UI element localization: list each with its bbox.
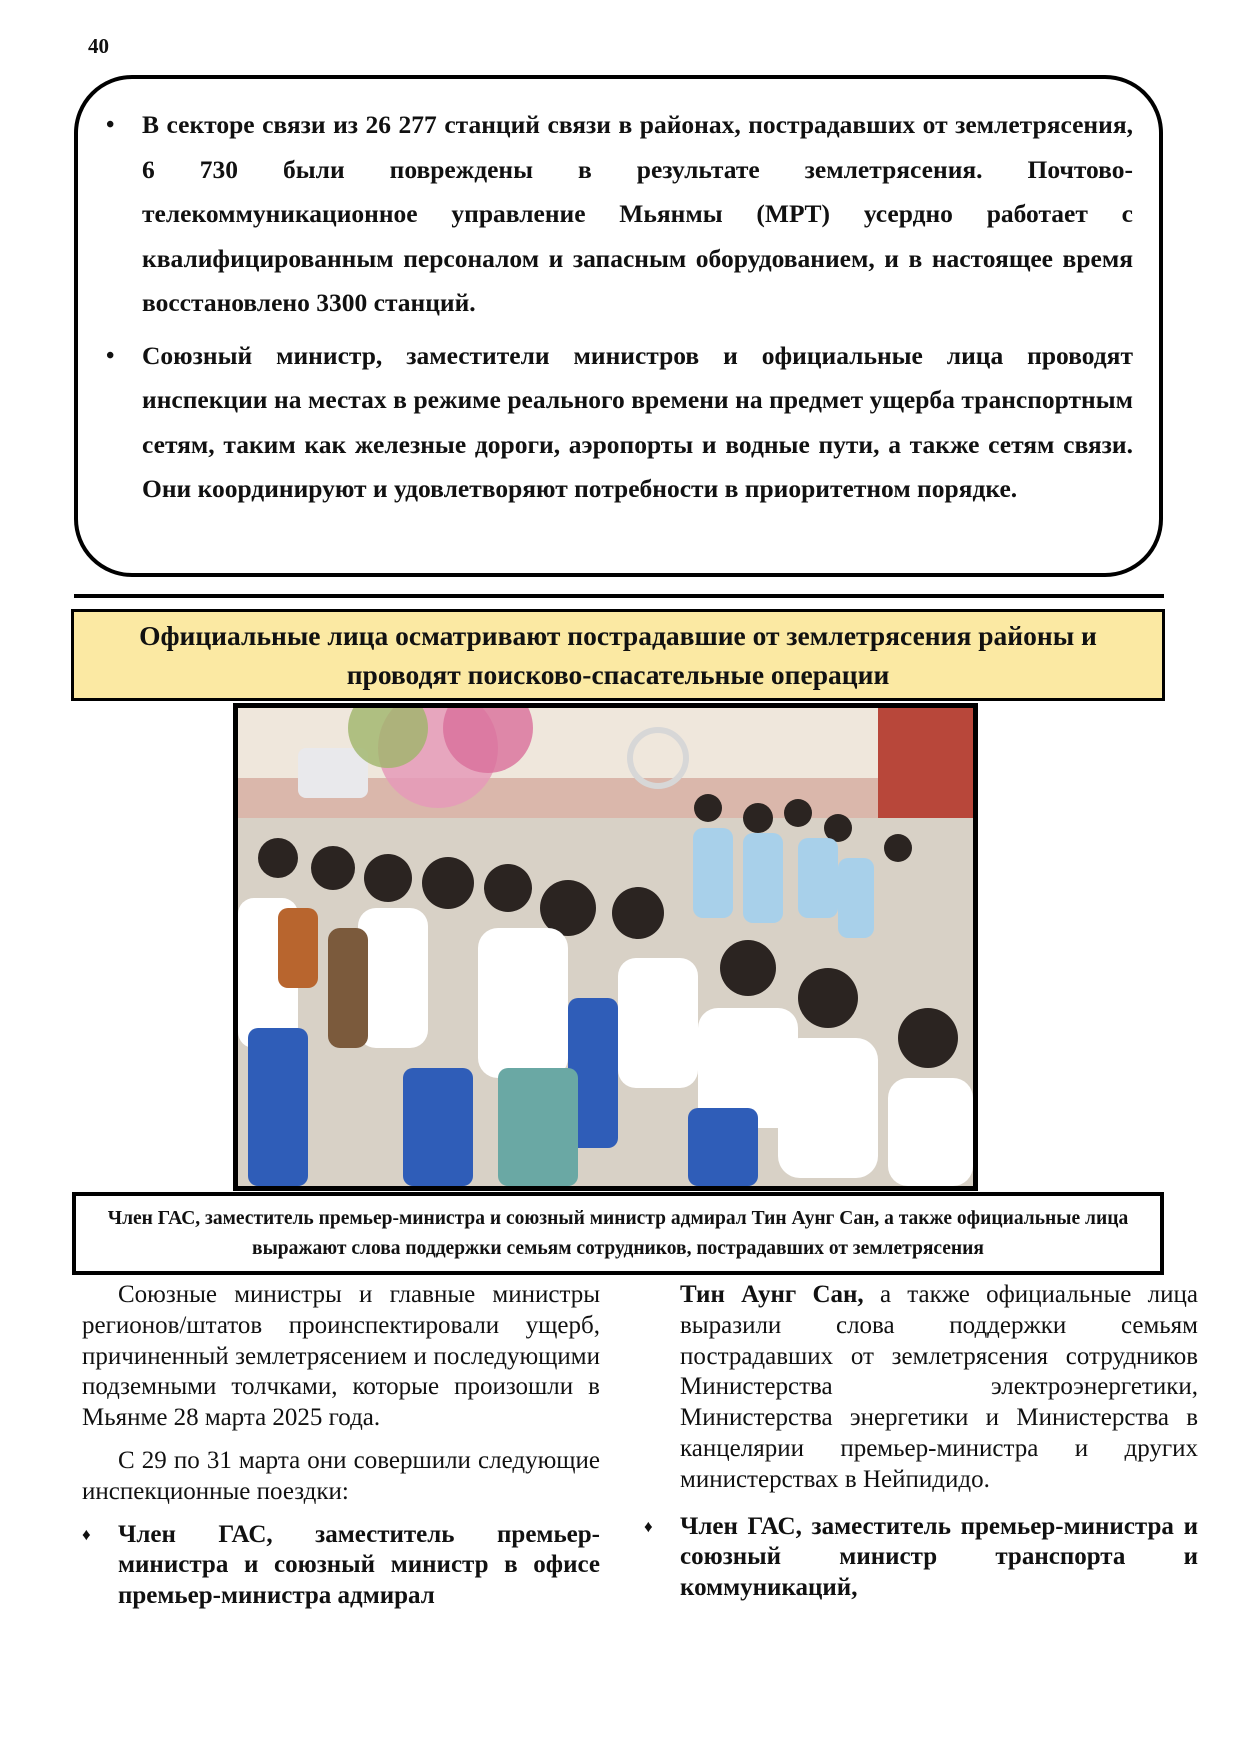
photo-illustration	[238, 708, 973, 1186]
info-box	[74, 75, 1163, 577]
photo-caption-box	[72, 1192, 1164, 1275]
article-column-right	[680, 1280, 1198, 1604]
info-bullet-inspections: • Союзный министр, заместители министров и официальные лица проводят инспекции на местах в режиме реального времени на предмет ущерба транспортным сетям, таким как железные дороги, аэропорты и водные пути, а также сетям связи. Они координируют и удовлетворяют потребности в приоритетном порядке.	[142, 334, 1133, 512]
article-paragraph-2: С 29 по 31 марта они совершили следующие инспекционные поездки:	[82, 1446, 600, 1505]
info-bullet-list	[78, 103, 1159, 520]
article-bullet-2: ♦ Член ГАС, заместитель премьер-министра и союзный министр транспорта и коммуникаций,	[680, 1512, 1198, 1604]
article-bullet-1: ♦ Член ГАС, заместитель премьер-министра и союзный министр в офисе премьер-министра адмирал	[82, 1520, 600, 1612]
article-column-left	[82, 1280, 600, 1612]
section-title: Официальные лица осматривают пострадавшие от землетрясения районы и проводят поисково-спасательные операции	[139, 620, 1097, 690]
article-continuation	[680, 1280, 1198, 1496]
section-title-box	[71, 609, 1165, 701]
section-divider	[74, 594, 1164, 598]
photo-caption: Член ГАС, заместитель премьер-министра и союзный министр адмирал Тин Аунг Сан, а также официальные лица выражают слова поддержки семьям сотрудников, пострадавших от землетрясения	[107, 1207, 1129, 1259]
article-paragraph-1: Союзные министры и главные министры регионов/штатов проинспектировали ущерб, причиненный землетрясением и последующими подземными толчками, которые произошли в Мьянме 28 марта 2025 года.	[82, 1281, 600, 1432]
article-continuation-text: а также официальные лица выразили слова поддержки семьям пострадавших от землетрясения сотрудников Министерства электроэнергетики, Министерства энергетики и Министерства в канцелярии премьер-министра и других министерствах в Нейпидидо.	[680, 1281, 1198, 1493]
page-number: 40	[88, 34, 109, 58]
photo-officials-inspection	[233, 703, 978, 1191]
info-bullet-communications: • В секторе связи из 26 277 станций связи в районах, пострадавших от землетрясения, 6 730 были повреждены в результате землетрясения. Почтово-телекоммуникационное управление Мьянмы (MPT) усердно работает с квалифицированным персоналом и запасным оборудованием, и в настоящее время восстановлено 3300 станций.	[142, 103, 1133, 326]
article-continuation-name: Тин Аунг Сан,	[680, 1281, 864, 1308]
